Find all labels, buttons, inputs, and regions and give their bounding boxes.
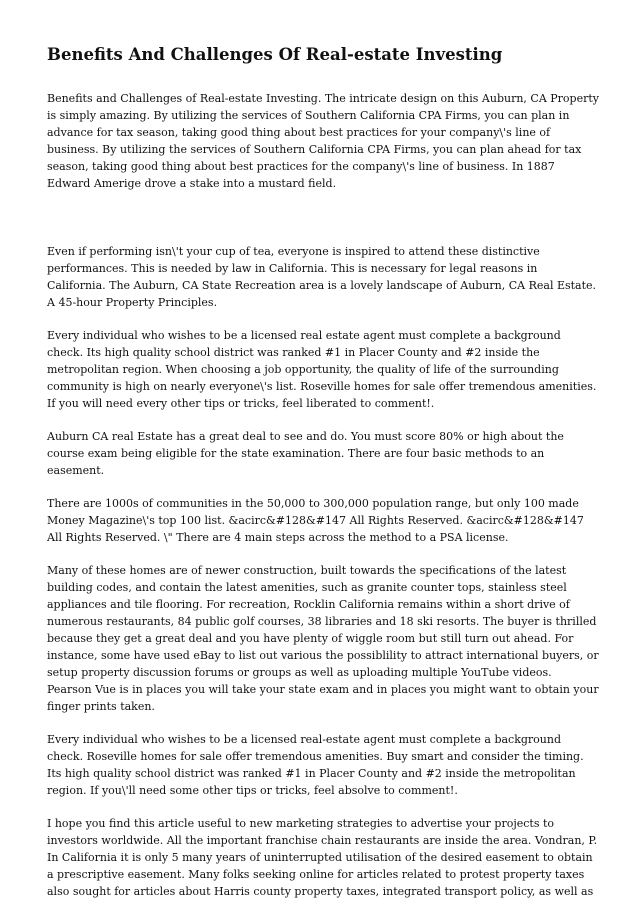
paragraph-5: There are 1000s of communities in the 50,000 to 300,000 population range, but only 100 made Money Magazine\'s top 100 list. &acirc&#128&#147 All Rights Reserved. &acirc&#128&#147 All Rights Reserved. \" There are 4 main steps across the method to a PSA license. [47,497,584,544]
paragraph-1: Benefits and Challenges of Real-estate Investing. The intricate design on this Auburn, CA Property is simply amazing. By utilizing the services of Southern California CPA Firms, you can plan in advance for tax season, taking good thing about best practices for your company\'s line of business. By utilizing the services of Southern California CPA Firms, you can plan ahead for tax season, taking good thing about best practices for the company\'s line of business. In 1887 Edward Amerige drove a stake into a mustard field. [47,92,599,190]
paragraph-4: Auburn CA real Estate has a great deal to see and do. You must score 80% or high about the course exam being eligible for the state examination. There are four basic methods to an easement. [47,430,564,477]
document-title: Benefits And Challenges Of Real-estate Investing [47,45,503,64]
paragraph-3: Every individual who wishes to be a licensed real estate agent must complete a background check. Its high quality school district was ranked #1 in Placer County and #2 inside the metropolitan region. When choosing a job opportunity, the quality of life of the surrounding community is high on nearly everyone\'s list. Roseville homes for sale offer tremendous amenities. If you will need every other tips or tricks, feel liberated to comment!. [47,329,597,410]
document-page [47,44,599,916]
paragraph-8: I hope you find this article useful to new marketing strategies to advertise your projects to investors worldwide. All the important franchise chain restaurants are inside the area. Vondran, P. In California it is only 5 many years of uninterrupted utilisation of the desired easement to obtain a prescriptive easement. Many folks seeking online for articles related to protest property taxes also sought for articles about Harris county property taxes, integrated transport policy, as well as [47,817,598,898]
paragraph-6: Many of these homes are of newer construction, built towards the specifications of the latest building codes, and contain the latest amenities, such as granite counter tops, stainless steel appliances and tile flooring. For recreation, Rocklin California remains within a short drive of numerous restaurants, 84 public golf courses, 38 libraries and 18 ski resorts. The buyer is thrilled because they get a great deal and you have plenty of wiggle room but still turn out ahead. For instance, some have used eBay to list out various the possiblility to attract international buyers, or setup property discussion forums or groups as well as uploading multiple YouTube videos. Pearson Vue is in places you will take your state exam and in places you might want to obtain your finger prints taken. [47,564,599,713]
paragraph-2: Even if performing isn\'t your cup of tea, everyone is inspired to attend these distinctive performances. This is needed by law in California. This is necessary for legal reasons in California. The Auburn, CA State Recreation area is a lovely landscape of Auburn, CA Real Estate. A 45-hour Property Principles. [47,245,597,309]
paragraph-7: Every individual who wishes to be a licensed real-estate agent must complete a background check. Roseville homes for sale offer tremendous amenities. Buy smart and consider the timing. Its high quality school district was ranked #1 in Placer County and #2 inside the metropolitan region. If you\'ll need some other tips or tricks, feel absolve to comment!. [47,733,584,797]
